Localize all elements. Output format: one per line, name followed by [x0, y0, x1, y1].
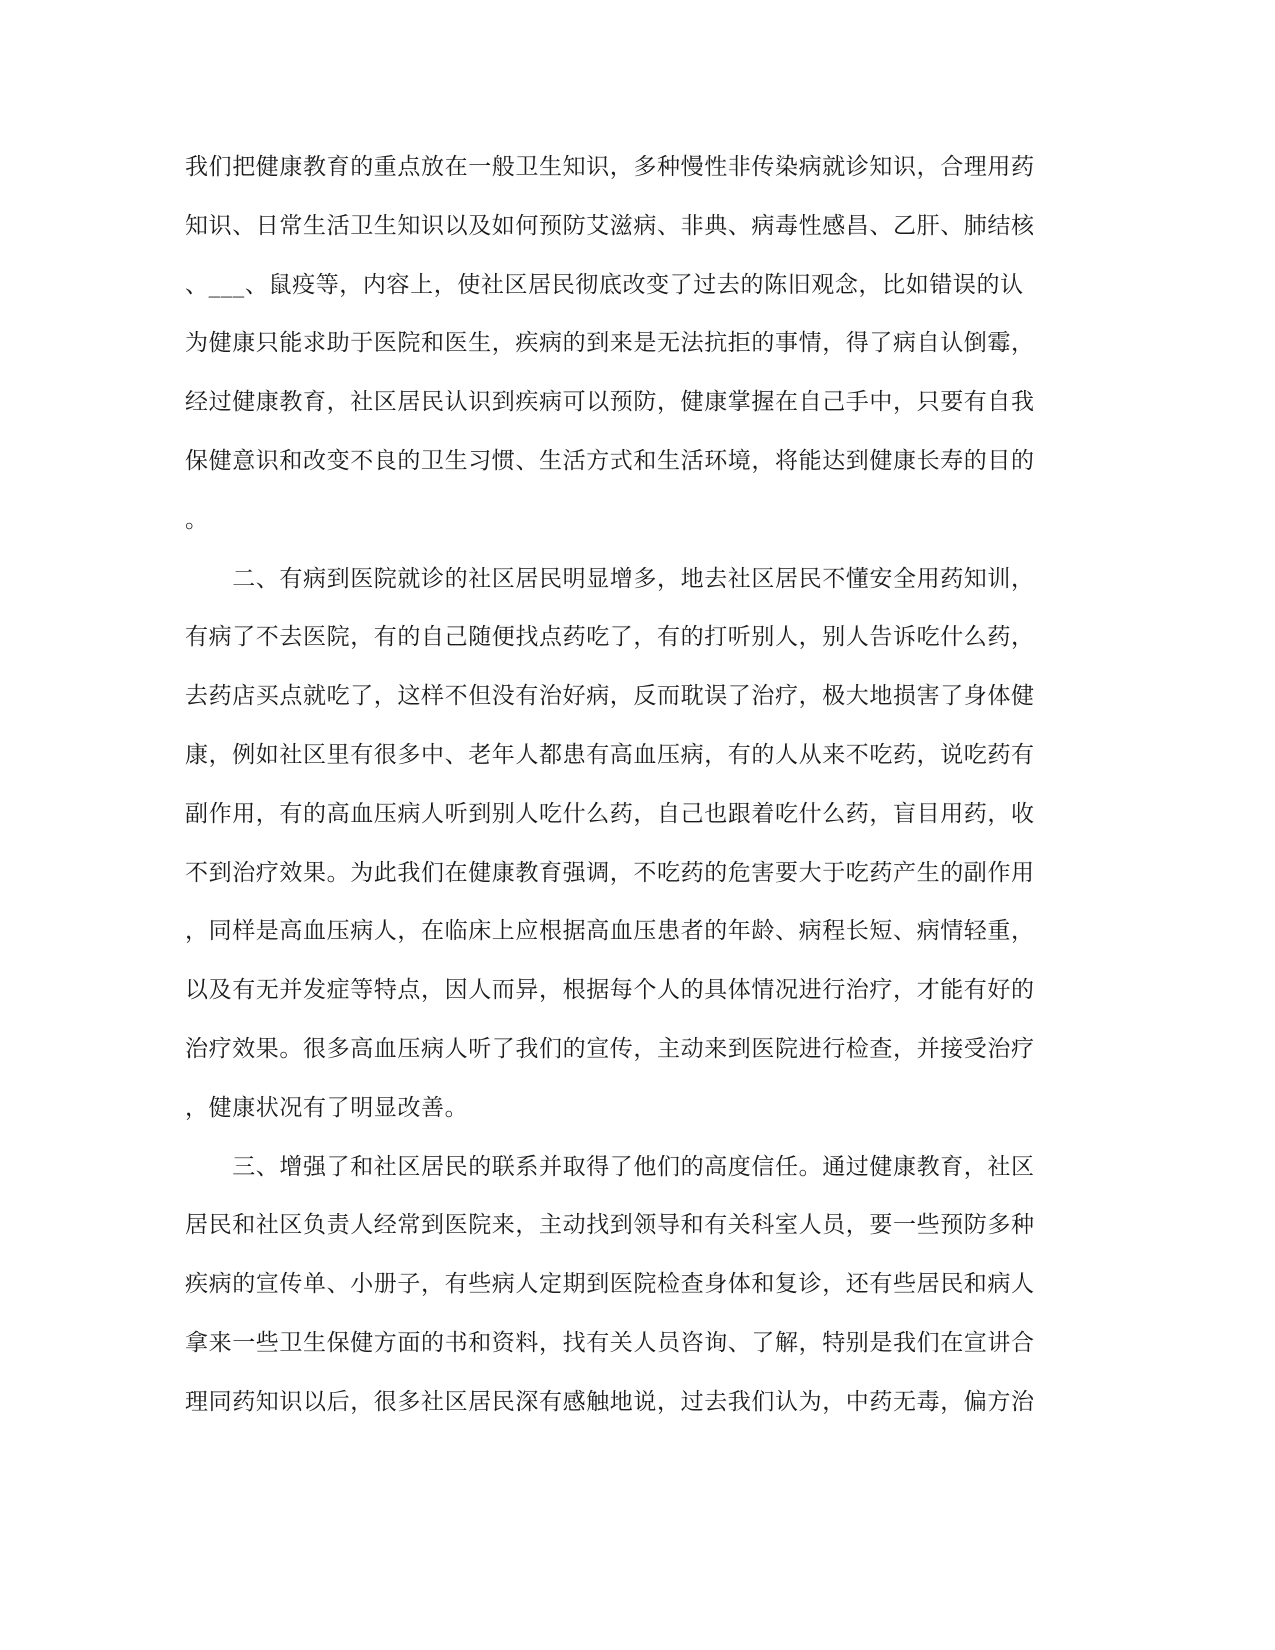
text-line: 知识、日常生活卫生知识以及如何预防艾滋病、非典、病毒性感昌、乙肝、肺结核 — [185, 212, 1035, 239]
text-line: 经过健康教育，社区居民认识到疾病可以预防，健康掌握在自己手中，只要有自我 — [185, 389, 1035, 416]
text-line: 为健康只能求助于医院和医生，疾病的到来是无法抗拒的事情，得了病自认倒霉， — [185, 330, 1035, 357]
text-line: 不到治疗效果。为此我们在健康教育强调，不吃药的危害要大于吃药产生的副作用 — [185, 859, 1035, 886]
text-line: ，健康状况有了明显改善。 — [185, 1094, 469, 1121]
text-line: 。 — [185, 506, 209, 533]
text-line: 以及有无并发症等特点，因人而异，根据每个人的具体情况进行治疗，才能有好的 — [185, 977, 1035, 1004]
text-line: 副作用，有的高血压病人听到别人吃什么药，自己也跟着吃什么药，盲目用药，收 — [185, 800, 1035, 827]
text-line: 去药店买点就吃了，这样不但没有治好病，反而耽误了治疗，极大地损害了身体健 — [185, 683, 1035, 710]
text-line: 保健意识和改变不良的卫生习惯、生活方式和生活环境，将能达到健康长寿的目的 — [185, 447, 1035, 474]
body-text — [185, 138, 1085, 1432]
text-line: 康，例如社区里有很多中、老年人都患有高血压病，有的人从来不吃药，说吃药有 — [185, 741, 1035, 768]
text-line: 治疗效果。很多高血压病人听了我们的宣传，主动来到医院进行检查，并接受治疗 — [185, 1035, 1035, 1062]
text-line: 三、增强了和社区居民的联系并取得了他们的高度信任。通过健康教育，社区 — [185, 1153, 1035, 1180]
text-line: 我们把健康教育的重点放在一般卫生知识，多种慢性非传染病就诊知识，合理用药 — [185, 154, 1035, 180]
text-line: 拿来一些卫生保健方面的书和资料，找有关人员咨询、了解，特别是我们在宣讲合 — [185, 1329, 1035, 1356]
text-line: 、___、鼠疫等，内容上，使社区居民彻底改变了过去的陈旧观念，比如错误的认 — [185, 271, 1024, 298]
text-line: 居民和社区负责人经常到医院来，主动找到领导和有关科室人员，要一些预防多种 — [185, 1212, 1035, 1239]
text-line: 疾病的宣传单、小册子，有些病人定期到医院检查身体和复诊，还有些居民和病人 — [185, 1271, 1035, 1298]
text-line: 二、有病到医院就诊的社区居民明显增多，地去社区居民不懂安全用药知训， — [185, 565, 1035, 592]
text-line: ，同样是高血压病人，在临床上应根据高血压患者的年龄、病程长短、病情轻重， — [185, 918, 1035, 945]
text-line: 理同药知识以后，很多社区居民深有感触地说，过去我们认为，中药无毒，偏方治 — [185, 1388, 1035, 1415]
text-line: 有病了不去医院，有的自己随便找点药吃了，有的打听别人，别人告诉吃什么药， — [185, 624, 1035, 651]
